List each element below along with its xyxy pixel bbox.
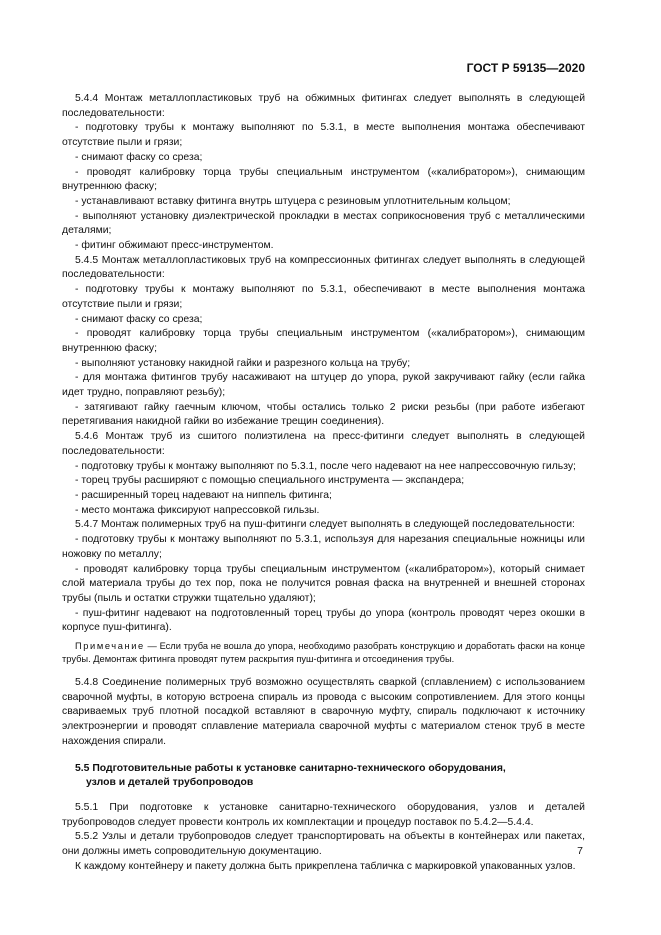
section-5-5-2-continuation: К каждому контейнеру и пакету должна быть прикреплена табличка с маркировкой упакованных узлов.	[75, 860, 576, 872]
section-5-5-heading-line1: 5.5 Подготовительные работы к установке санитарно-технического оборудования,	[75, 762, 506, 774]
document-body	[62, 92, 585, 874]
list-item: - фитинг обжимают пресс-инструментом.	[75, 240, 274, 252]
list-item: - пуш-фитинг надевают на подготовленный торец трубы до упора (контроль проводят через окошки в корпусе пуш-фитинга).	[62, 607, 585, 634]
list-item: - место монтажа фиксируют напрессовкой гильзы.	[75, 504, 320, 516]
list-item: - торец трубы расширяют с помощью специального инструмента — экспандера;	[75, 475, 465, 487]
list-item: - для монтажа фитингов трубу насаживают на штуцер до упора, рукой закручивают гайку (если гайка идет трудно, поправляют резьбу);	[62, 372, 585, 399]
list-item: - подготовку трубы к монтажу выполняют по 5.3.1, после чего надевают на нее напрессовочную гильзу;	[75, 460, 576, 472]
list-item: - расширенный торец надевают на ниппель фитинга;	[75, 489, 332, 501]
section-5-5-heading	[62, 762, 585, 791]
list-item: - выполняют установку накидной гайки и разрезного кольца на трубу;	[75, 357, 411, 369]
list-item: - снимают фаску со среза;	[75, 313, 203, 325]
list-item: - проводят калибровку торца трубы специальным инструментом («калибратором»), снимающим внутреннюю фаску;	[62, 166, 585, 193]
list-item: - устанавливают вставку фитинга внутрь штуцера с резиновым уплотнительным кольцом;	[75, 195, 511, 207]
section-5-5-heading-line2: узлов и деталей трубопроводов	[86, 777, 254, 789]
list-item: - снимают фаску со среза;	[75, 151, 203, 163]
note-label: Примечание	[75, 641, 145, 652]
section-5-4-6-intro: 5.4.6 Монтаж труб из сшитого полиэтилена на пресс-фитинги следует выполнять в следующей последовательности:	[62, 431, 585, 457]
section-5-5-2: 5.5.2 Узлы и детали трубопроводов следует транспортировать на объекты в контейнерах или пакетах, они должны иметь сопроводительную документацию.	[62, 831, 585, 858]
list-item: - подготовку трубы к монтажу выполняют по 5.3.1, в месте выполнения монтажа обеспечивают отсутствие пыли и грязи;	[62, 122, 585, 149]
section-5-4-5-intro: 5.4.5 Монтаж металлопластиковых труб на компрессионных фитингах следует выполнять в следующей последовательности:	[62, 254, 585, 281]
list-item: - проводят калибровку торца трубы специальным инструментом («калибратором»), который снимает слой материала трубы до тех пор, пока не получится ровная фаска на внутренней и внешней сторонах трубы (пыль и остатки стружки тщательно удаляют);	[62, 563, 585, 604]
list-item: - затягивают гайку гаечным ключом, чтобы остались только 2 риски резьбы (при работе избегают перетягивания накидной гайки во избежание трещин соединения).	[62, 401, 585, 428]
section-5-4-8: 5.4.8 Соединение полимерных труб возможно осуществлять сваркой (сплавлением) с использованием сварочной муфты, в которую встроена спираль из провода с высоким сопротивлением. Для этого концы свариваемых труб плотной посадкой вставляют в сварочную муфту, спираль подключают к источнику электроэнергии и проводят сплавление материала сварочной муфты с материалом стенок труб в месте нахождения спирали.	[62, 677, 585, 747]
section-5-4-7-intro: 5.4.7 Монтаж полимерных труб на пуш-фитинги следует выполнять в следующей последовательности:	[75, 519, 575, 531]
list-item: - подготовку трубы к монтажу выполняют по 5.3.1, обеспечивают в месте выполнения монтажа отсутствие пыли и грязи;	[62, 284, 585, 310]
list-item: - проводят калибровку торца трубы специальным инструментом («калибратором»), снимающим внутреннюю фаску;	[62, 328, 585, 354]
document-standard-header: ГОСТ Р 59135—2020	[466, 61, 585, 75]
section-5-5-1: 5.5.1 При подготовке к установке санитарно-технического оборудования, узлов и деталей трубопроводов следует провести контроль их комплектации и процедур поставок по 5.4.2—5.4.4.	[62, 801, 585, 828]
list-item: - подготовку трубы к монтажу выполняют по 5.3.1, используя для нарезания специальные ножницы или ножовку по металлу;	[62, 534, 585, 560]
list-item: - выполняют установку диэлектрической прокладки в местах соприкосновения труб с металлическими деталями;	[62, 210, 585, 237]
note	[62, 640, 585, 666]
page-number: 7	[577, 845, 583, 857]
note-text: — Если труба не вошла до упора, необходимо разобрать конструкцию и доработать фаски на конце трубы. Демонтаж фитинга проводят путем раскрытия пуш-фитинга и отсоединения трубы.	[62, 641, 585, 665]
section-5-4-4-intro: 5.4.4 Монтаж металлопластиковых труб на обжимных фитингах следует выполнять в следующей последовательности:	[62, 93, 585, 119]
